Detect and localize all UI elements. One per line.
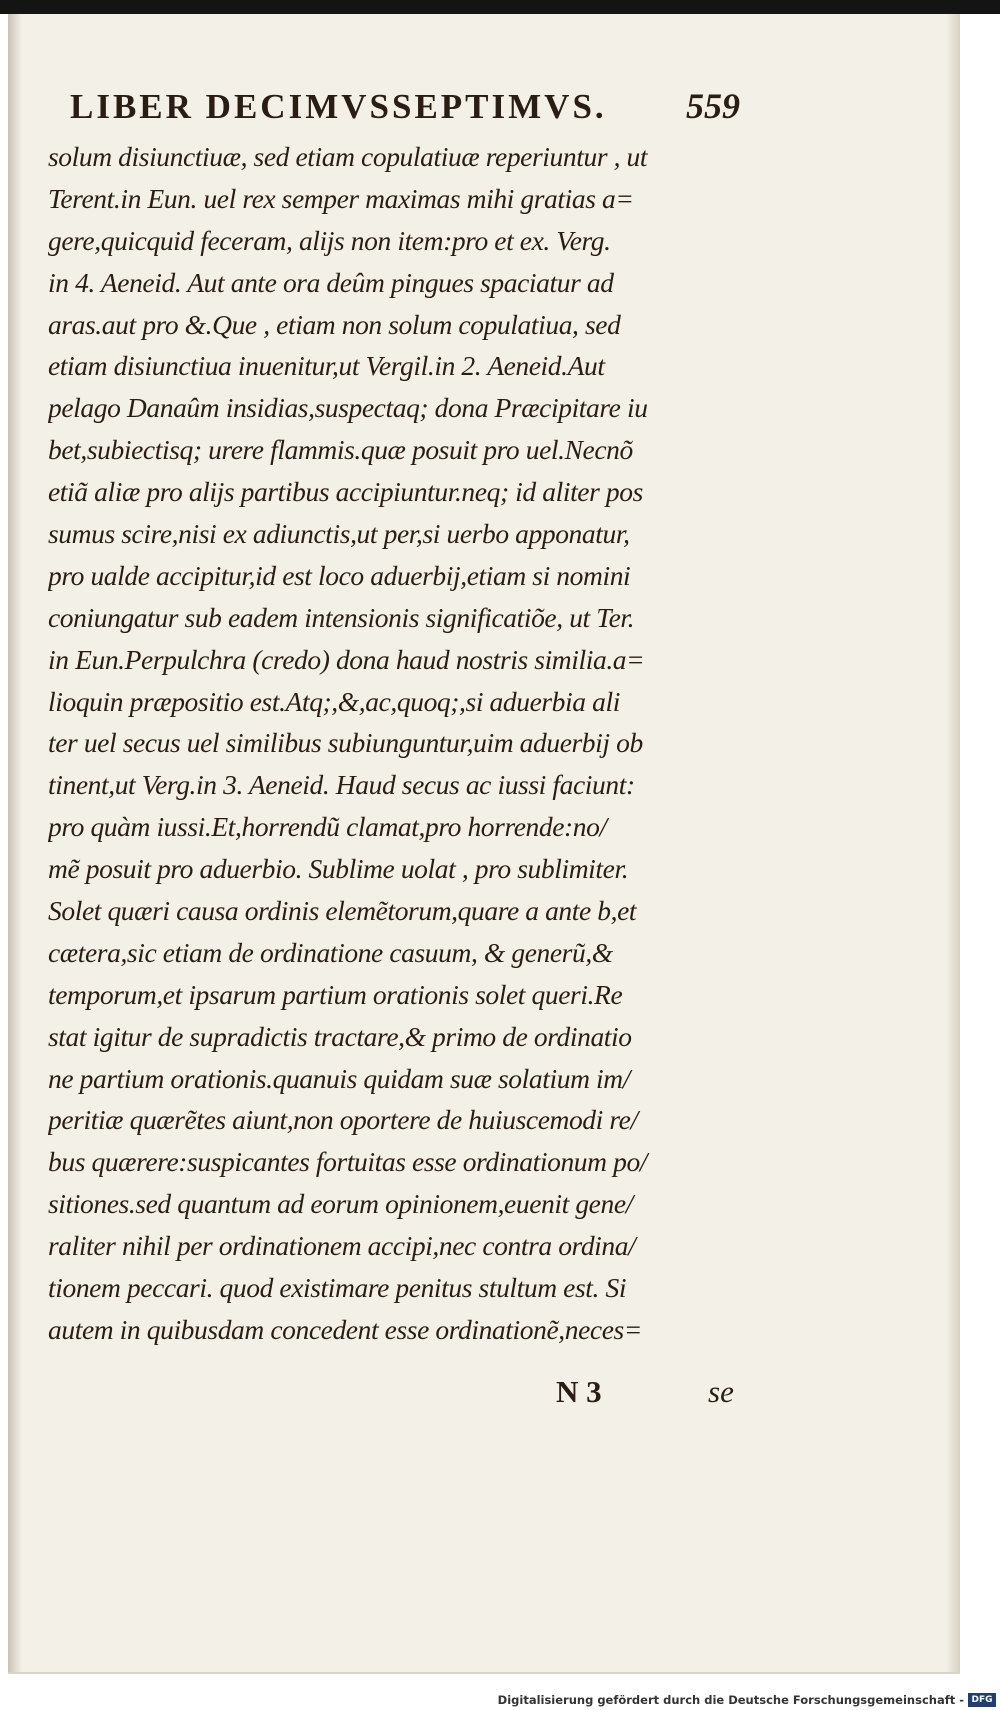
text-line: bus quærere:suspicantes fortuitas esse ordinationum po/ <box>48 1146 648 1178</box>
dfg-logo-icon: DFG <box>968 1693 996 1707</box>
text-line: in Eun.Perpulchra (credo) dona haud nostris similia.a= <box>48 643 645 675</box>
text-line: Terent.in Eun. uel rex semper maximas mihi gratias a= <box>48 182 634 214</box>
text-line: solum disiunctiuæ, sed etiam copulatiuæ reperiuntur , ut <box>48 141 648 172</box>
text-line: stat igitur de supradictis tractare,& primo de ordinatio <box>48 1020 632 1052</box>
text-line: tionem peccari. quod existimare penitus stultum est. Si <box>48 1272 627 1304</box>
text-line: cætera,sic etiam de ordinatione casuum, & generũ,& <box>48 936 613 968</box>
running-head: LIBER DECIMVSSEPTIMVS. <box>70 87 607 126</box>
text-line: sitiones.sed quantum ad eorum opinionem,euenit gene/ <box>48 1188 633 1220</box>
scanner-top-edge <box>0 0 1000 14</box>
text-line: tinent,ut Verg.in 3. Aeneid. Haud secus ac iussi faciunt: <box>48 769 635 801</box>
text-line: sumus scire,nisi ex adiunctis,ut per,si uerbo apponatur, <box>48 518 630 550</box>
text-line: raliter nihil per ordinationem accipi,nec contra ordina/ <box>48 1230 636 1262</box>
text-line: gere,quicquid feceram, alijs non item:pro et ex. Verg. <box>48 224 611 256</box>
page-number: 559 <box>686 86 740 126</box>
text-line: etiam disiunctiua inuenitur,ut Vergil.in 2. Aeneid.Aut <box>48 350 605 382</box>
text-line: in 4. Aeneid. Aut ante ora deûm pingues spaciatur ad <box>48 266 614 298</box>
text-line: pro quàm iussi.Et,horrendũ clamat,pro horrende:no/ <box>48 811 607 843</box>
catchword: se <box>708 1374 734 1409</box>
text-line: ne partium orationis.quanuis quidam suæ solatium im/ <box>48 1062 630 1094</box>
text-line: Solet quæri causa ordinis elemẽtorum,quare a ante b,et <box>48 895 637 927</box>
funding-credit: Digitalisierung gefördert durch die Deutsche Forschungsgemeinschaft - <box>497 1693 964 1707</box>
body-text <box>48 136 748 1351</box>
text-line: aras.aut pro &.Que , etiam non solum copulatiua, sed <box>48 308 621 340</box>
text-line: temporum,et ipsarum partium orationis solet queri.Re <box>48 978 623 1010</box>
text-line: bet,subiectisq; urere flammis.quæ posuit pro uel.Necnõ <box>48 434 633 466</box>
text-line: ter uel secus uel similibus subiunguntur,uim aduerbij ob <box>48 727 643 759</box>
credit-bar <box>0 1688 1000 1710</box>
text-line: mẽ posuit pro aduerbio. Sublime uolat , pro sublimiter. <box>48 853 629 885</box>
spine-shadow <box>8 14 22 1672</box>
text-line: coniungatur sub eadem intensionis significatiõe, ut Ter. <box>48 601 635 633</box>
signature-mark: N 3 <box>556 1374 602 1409</box>
page-footer <box>48 1374 748 1424</box>
text-line: peritiæ quærẽtes aiunt,non oportere de huiuscemodi re/ <box>48 1104 638 1136</box>
text-line: lioquin præpositio est.Atq;,&,ac,quoq;,si aduerbia ali <box>48 685 620 717</box>
page-header <box>70 85 740 135</box>
text-line: pro ualde accipitur,id est loco aduerbij,etiam si nomini <box>48 559 631 591</box>
text-line: pelago Danaûm insidias,suspectaq; dona Præcipitare iu <box>48 392 648 424</box>
text-line: autem in quibusdam concedent esse ordinationẽ,neces= <box>48 1313 642 1345</box>
page-edge-shade <box>946 14 958 1672</box>
text-line: etiã aliæ pro alijs partibus accipiuntur.neq; id aliter pos <box>48 476 643 508</box>
